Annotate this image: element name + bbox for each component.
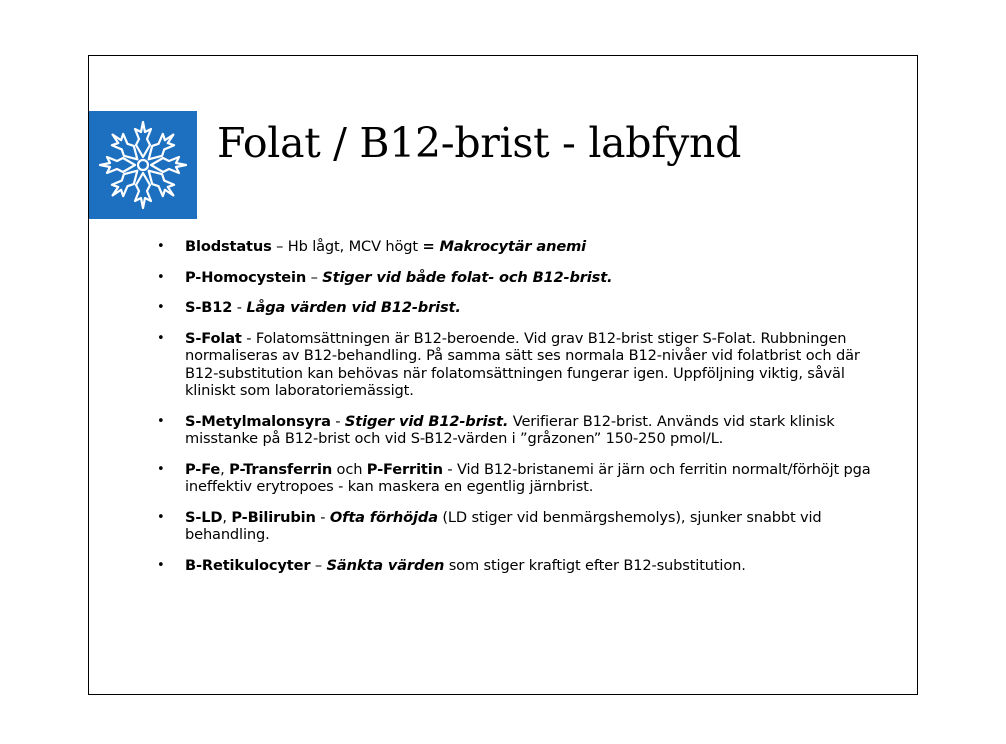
slide-title: Folat / B12-brist - labfynd <box>217 119 742 167</box>
logo <box>89 111 197 219</box>
list-item: • B-Retikulocyter – Sänkta värden som stiger kraftigt efter B12-substitution. <box>157 556 746 574</box>
slide <box>88 55 918 695</box>
cornflower-logo-icon <box>89 111 197 219</box>
list-item: • P-Homocystein – Stiger vid både folat- och B12-brist. <box>157 268 613 286</box>
list-item: • Blodstatus – Hb lågt, MCV högt = Makrocytär anemi <box>157 238 586 255</box>
bullet-list <box>151 238 896 574</box>
list-item: • S-B12 - Låga värden vid B12-brist. <box>157 299 461 316</box>
list-item: • S-Metylmalonsyra - Stiger vid B12-brist. Verifierar B12-brist. Används vid stark klinisk misstanke på B12-brist och vid S-B12-värden i ”gråzonen” 150-250 pmol/L. <box>157 412 835 447</box>
list-item: • S-LD, P-Bilirubin - Ofta förhöjda (LD stiger vid benmärgshemolys), sjunker snabbt vid behandling. <box>157 508 822 543</box>
list-item: • P-Fe, P-Transferrin och P-Ferritin - Vid B12-bristanemi är järn och ferritin normalt/förhöjt pga ineffektiv erytropoes - kan maskera en egentlig järnbrist. <box>157 460 871 495</box>
list-item: • S-Folat - Folatomsättningen är B12-beroende. Vid grav B12-brist stiger S-Folat. Rubbningen normaliseras av B12-behandling. På samma sätt ses normala B12-nivåer vid folatbrist och där B12-substitution kan behövas när folatomsättningen fungerar igen. Uppföljning viktig, såväl kliniskt som laboratoriemässigt. <box>157 329 860 399</box>
